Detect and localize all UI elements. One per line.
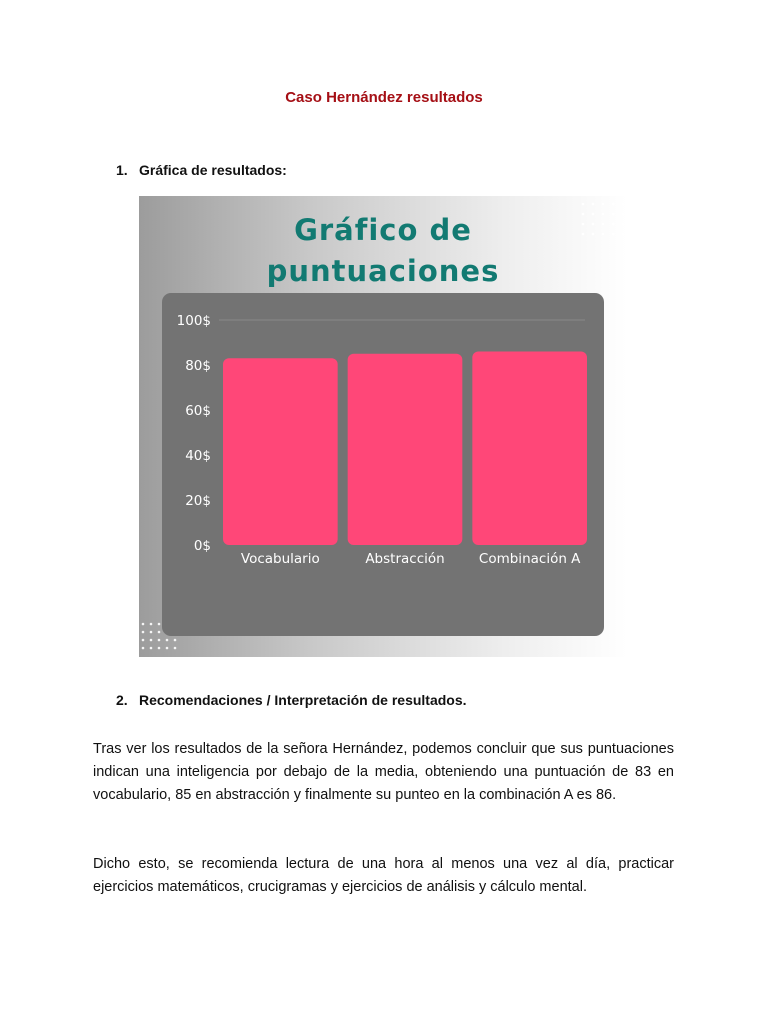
chart-image bbox=[139, 196, 627, 657]
section-number: 1. bbox=[116, 162, 128, 178]
y-tick-label: 100$ bbox=[176, 313, 211, 329]
paragraph-recommendation: Dicho esto, se recomienda lectura de una hora al menos una vez al día, practicar ejercicios matemáticos, crucigramas y ejercicios de análisis y cálculo mental. bbox=[93, 856, 674, 895]
decorative-dot bbox=[612, 203, 615, 206]
decorative-dot bbox=[150, 647, 153, 650]
decorative-dot bbox=[174, 647, 177, 650]
decorative-dot bbox=[166, 639, 169, 642]
section-label: Recomendaciones / Interpretación de resultados. bbox=[139, 692, 467, 708]
decorative-dot bbox=[150, 631, 153, 634]
decorative-dot bbox=[158, 647, 161, 650]
decorative-dot bbox=[150, 639, 153, 642]
decorative-dot bbox=[592, 223, 595, 226]
section-heading-chart bbox=[116, 162, 287, 178]
y-tick-label: 40$ bbox=[185, 448, 211, 464]
decorative-dot bbox=[622, 233, 625, 236]
decorative-dot bbox=[142, 647, 145, 650]
decorative-dot bbox=[582, 233, 585, 236]
y-tick-label: 80$ bbox=[185, 358, 211, 374]
bar-3 bbox=[472, 352, 587, 546]
bar-1 bbox=[223, 358, 338, 545]
decorative-dot bbox=[622, 213, 625, 216]
decorative-dot bbox=[150, 623, 153, 626]
decorative-dot bbox=[612, 213, 615, 216]
decorative-dot bbox=[174, 639, 177, 642]
decorative-dot bbox=[142, 631, 145, 634]
decorative-dot bbox=[592, 203, 595, 206]
decorative-dot bbox=[602, 223, 605, 226]
document-title: Caso Hernández resultados bbox=[285, 89, 483, 106]
decorative-dot bbox=[142, 623, 145, 626]
y-tick-label: 0$ bbox=[193, 538, 211, 554]
decorative-dot bbox=[142, 639, 145, 642]
section-number: 2. bbox=[116, 692, 128, 708]
paragraph-interpretation: Tras ver los resultados de la señora Hernández, podemos concluir que sus puntuaciones indican una inteligencia por debajo de la media, obteniendo una puntuación de 83 en vocabulario, 85 en abstracción y finalmente su punteo en la combinación A es 86. bbox=[93, 741, 674, 803]
decorative-dot bbox=[582, 203, 585, 206]
decorative-dot bbox=[158, 623, 161, 626]
section-label: Gráfica de resultados: bbox=[139, 162, 287, 178]
decorative-dot bbox=[602, 213, 605, 216]
decorative-dot bbox=[612, 233, 615, 236]
decorative-dot bbox=[622, 203, 625, 206]
x-tick-label: Abstracción bbox=[365, 551, 445, 567]
bar-chart bbox=[139, 196, 627, 657]
chart-title-line1: Gráfico de bbox=[294, 213, 472, 247]
decorative-dot bbox=[592, 213, 595, 216]
chart-title-line2: puntuaciones bbox=[266, 254, 500, 288]
bar-2 bbox=[348, 354, 463, 545]
x-tick-label: Combinación A bbox=[478, 551, 581, 567]
decorative-dot bbox=[622, 223, 625, 226]
x-tick-label: Vocabulario bbox=[240, 551, 320, 567]
decorative-dot bbox=[592, 233, 595, 236]
decorative-dot bbox=[612, 223, 615, 226]
decorative-dot bbox=[166, 647, 169, 650]
y-tick-label: 60$ bbox=[185, 403, 211, 419]
y-tick-label: 20$ bbox=[185, 493, 211, 509]
decorative-dot bbox=[582, 223, 585, 226]
decorative-dot bbox=[582, 213, 585, 216]
decorative-dot bbox=[602, 233, 605, 236]
section-heading-recommendations bbox=[116, 692, 467, 708]
decorative-dot bbox=[602, 203, 605, 206]
decorative-dot bbox=[158, 639, 161, 642]
decorative-dot bbox=[158, 631, 161, 634]
